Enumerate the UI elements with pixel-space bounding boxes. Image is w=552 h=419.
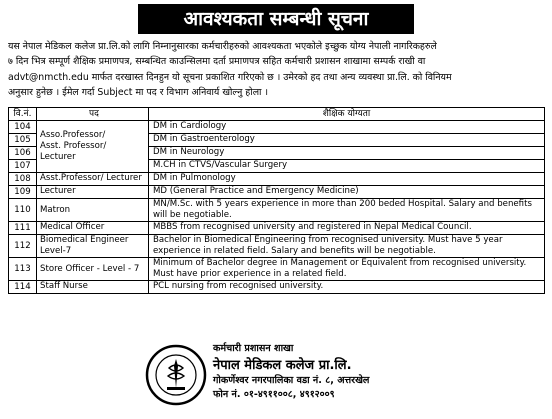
post-cell: Store Officer - Level - 7 (37, 258, 149, 281)
intro-line: यस नेपाल मेडिकल कलेज प्रा.लि.को लागि निम्नानुसारका कर्मचारीहरुको आवश्यकता भएकोले इच्छुक योग्य नेपाली नागरिकहरुले (8, 41, 437, 52)
qualification-cell: MBBS from recognised university and registered in Nepal Medical Council. (149, 222, 545, 235)
college-seal-icon (145, 344, 207, 406)
post-line: Asso.Professor/ (40, 130, 106, 140)
serial-no: 107 (9, 160, 37, 173)
qualification-cell: DM in Pulmonology (149, 173, 545, 186)
qualification-cell: Minimum of Bachelor degree in Management or Equivalent from recognised university. Must have prior experience in a related field. (149, 258, 545, 281)
post-line: Asst. Professor/ (40, 141, 107, 151)
serial-no: 109 (9, 186, 37, 199)
table-row (9, 173, 545, 186)
vacancy-table (8, 107, 545, 294)
table-row (9, 186, 545, 199)
notice-title: आवश्यकता सम्बन्धी सूचना (138, 4, 414, 34)
intro-line: अनुसार हुनेछ । ईमेल गर्दा Subject मा पद र विभाग अनिवार्य खोल्नु होला । (8, 86, 269, 98)
qualification-cell: MD (General Practice and Emergency Medicine) (149, 186, 545, 199)
office-address: गोकर्णेश्वर नगरपालिका वडा नं. ८, अत्तरखेल (213, 374, 370, 386)
post-cell: Biomedical Engineer Level-7 (37, 235, 149, 258)
serial-no: 110 (9, 199, 37, 222)
table-row (9, 235, 545, 258)
table-row (9, 222, 545, 235)
qualification-cell: M.CH in CTVS/Vascular Surgery (149, 160, 545, 173)
table-row (9, 258, 545, 281)
intro-line: advt@nmcth.edu मार्फत दरखास्त दिनहुन यो सूचना प्रकाशित गरिएको छ । उमेरको हद तथा अन्य व्यवस्था प्रा.लि. को विनियम (8, 71, 452, 83)
qualification-cell: DM in Cardiology (149, 121, 545, 134)
header-serial-no: वि.नं. (9, 108, 37, 121)
serial-no: 104 (9, 121, 37, 134)
post-cell: Medical Officer (37, 222, 149, 235)
qualification-cell: DM in Neurology (149, 147, 545, 160)
office-phone: फोन नं. ०१-४९११००८, ४९१२००९ (213, 389, 335, 400)
header-post: पद (37, 108, 149, 121)
qualification-cell: Bachelor in Biomedical Engineering from recognised university. Must have 5 year experience in related field. Salary and benefits will be negotiable. (149, 235, 545, 258)
qualification-cell: PCL nursing from recognised university. (149, 281, 545, 294)
serial-no: 111 (9, 222, 37, 235)
post-cell (37, 121, 149, 173)
serial-no: 106 (9, 147, 37, 160)
header-qualification: शैक्षिक योग्यता (149, 108, 545, 121)
post-cell: Asst.Professor/ Lecturer (37, 173, 149, 186)
post-cell: Staff Nurse (37, 281, 149, 294)
serial-no: 113 (9, 258, 37, 281)
serial-no: 105 (9, 134, 37, 147)
qualification-cell: MN/M.Sc. with 5 years experience in more than 200 beded Hospital. Salary and benefits will be negotiable. (149, 199, 545, 222)
post-cell: Lecturer (37, 186, 149, 199)
post-cell: Matron (37, 199, 149, 222)
serial-no: 108 (9, 173, 37, 186)
intro-line: ७ दिन भित्र सम्पूर्ण शैक्षिक प्रमाणपत्र, सम्बन्धित काउन्सिलमा दर्ता प्रमाणपत्र सहित कर्मचारी प्रशासन शाखामा सम्पर्क राखी वा (8, 56, 426, 68)
post-line: Lecturer (40, 152, 76, 162)
intro-paragraph (8, 39, 545, 100)
office-department: कर्मचारी प्रशासन शाखा (213, 343, 294, 354)
qualification-cell: DM in Gastroenterology (149, 134, 545, 147)
table-row (9, 281, 545, 294)
table-row (9, 121, 545, 134)
table-row (9, 199, 545, 222)
office-signature-block (213, 342, 413, 403)
serial-no: 112 (9, 235, 37, 258)
serial-no: 114 (9, 281, 37, 294)
table-header-row (9, 108, 545, 121)
office-name: नेपाल मेडिकल कलेज प्रा.लि. (213, 357, 352, 373)
